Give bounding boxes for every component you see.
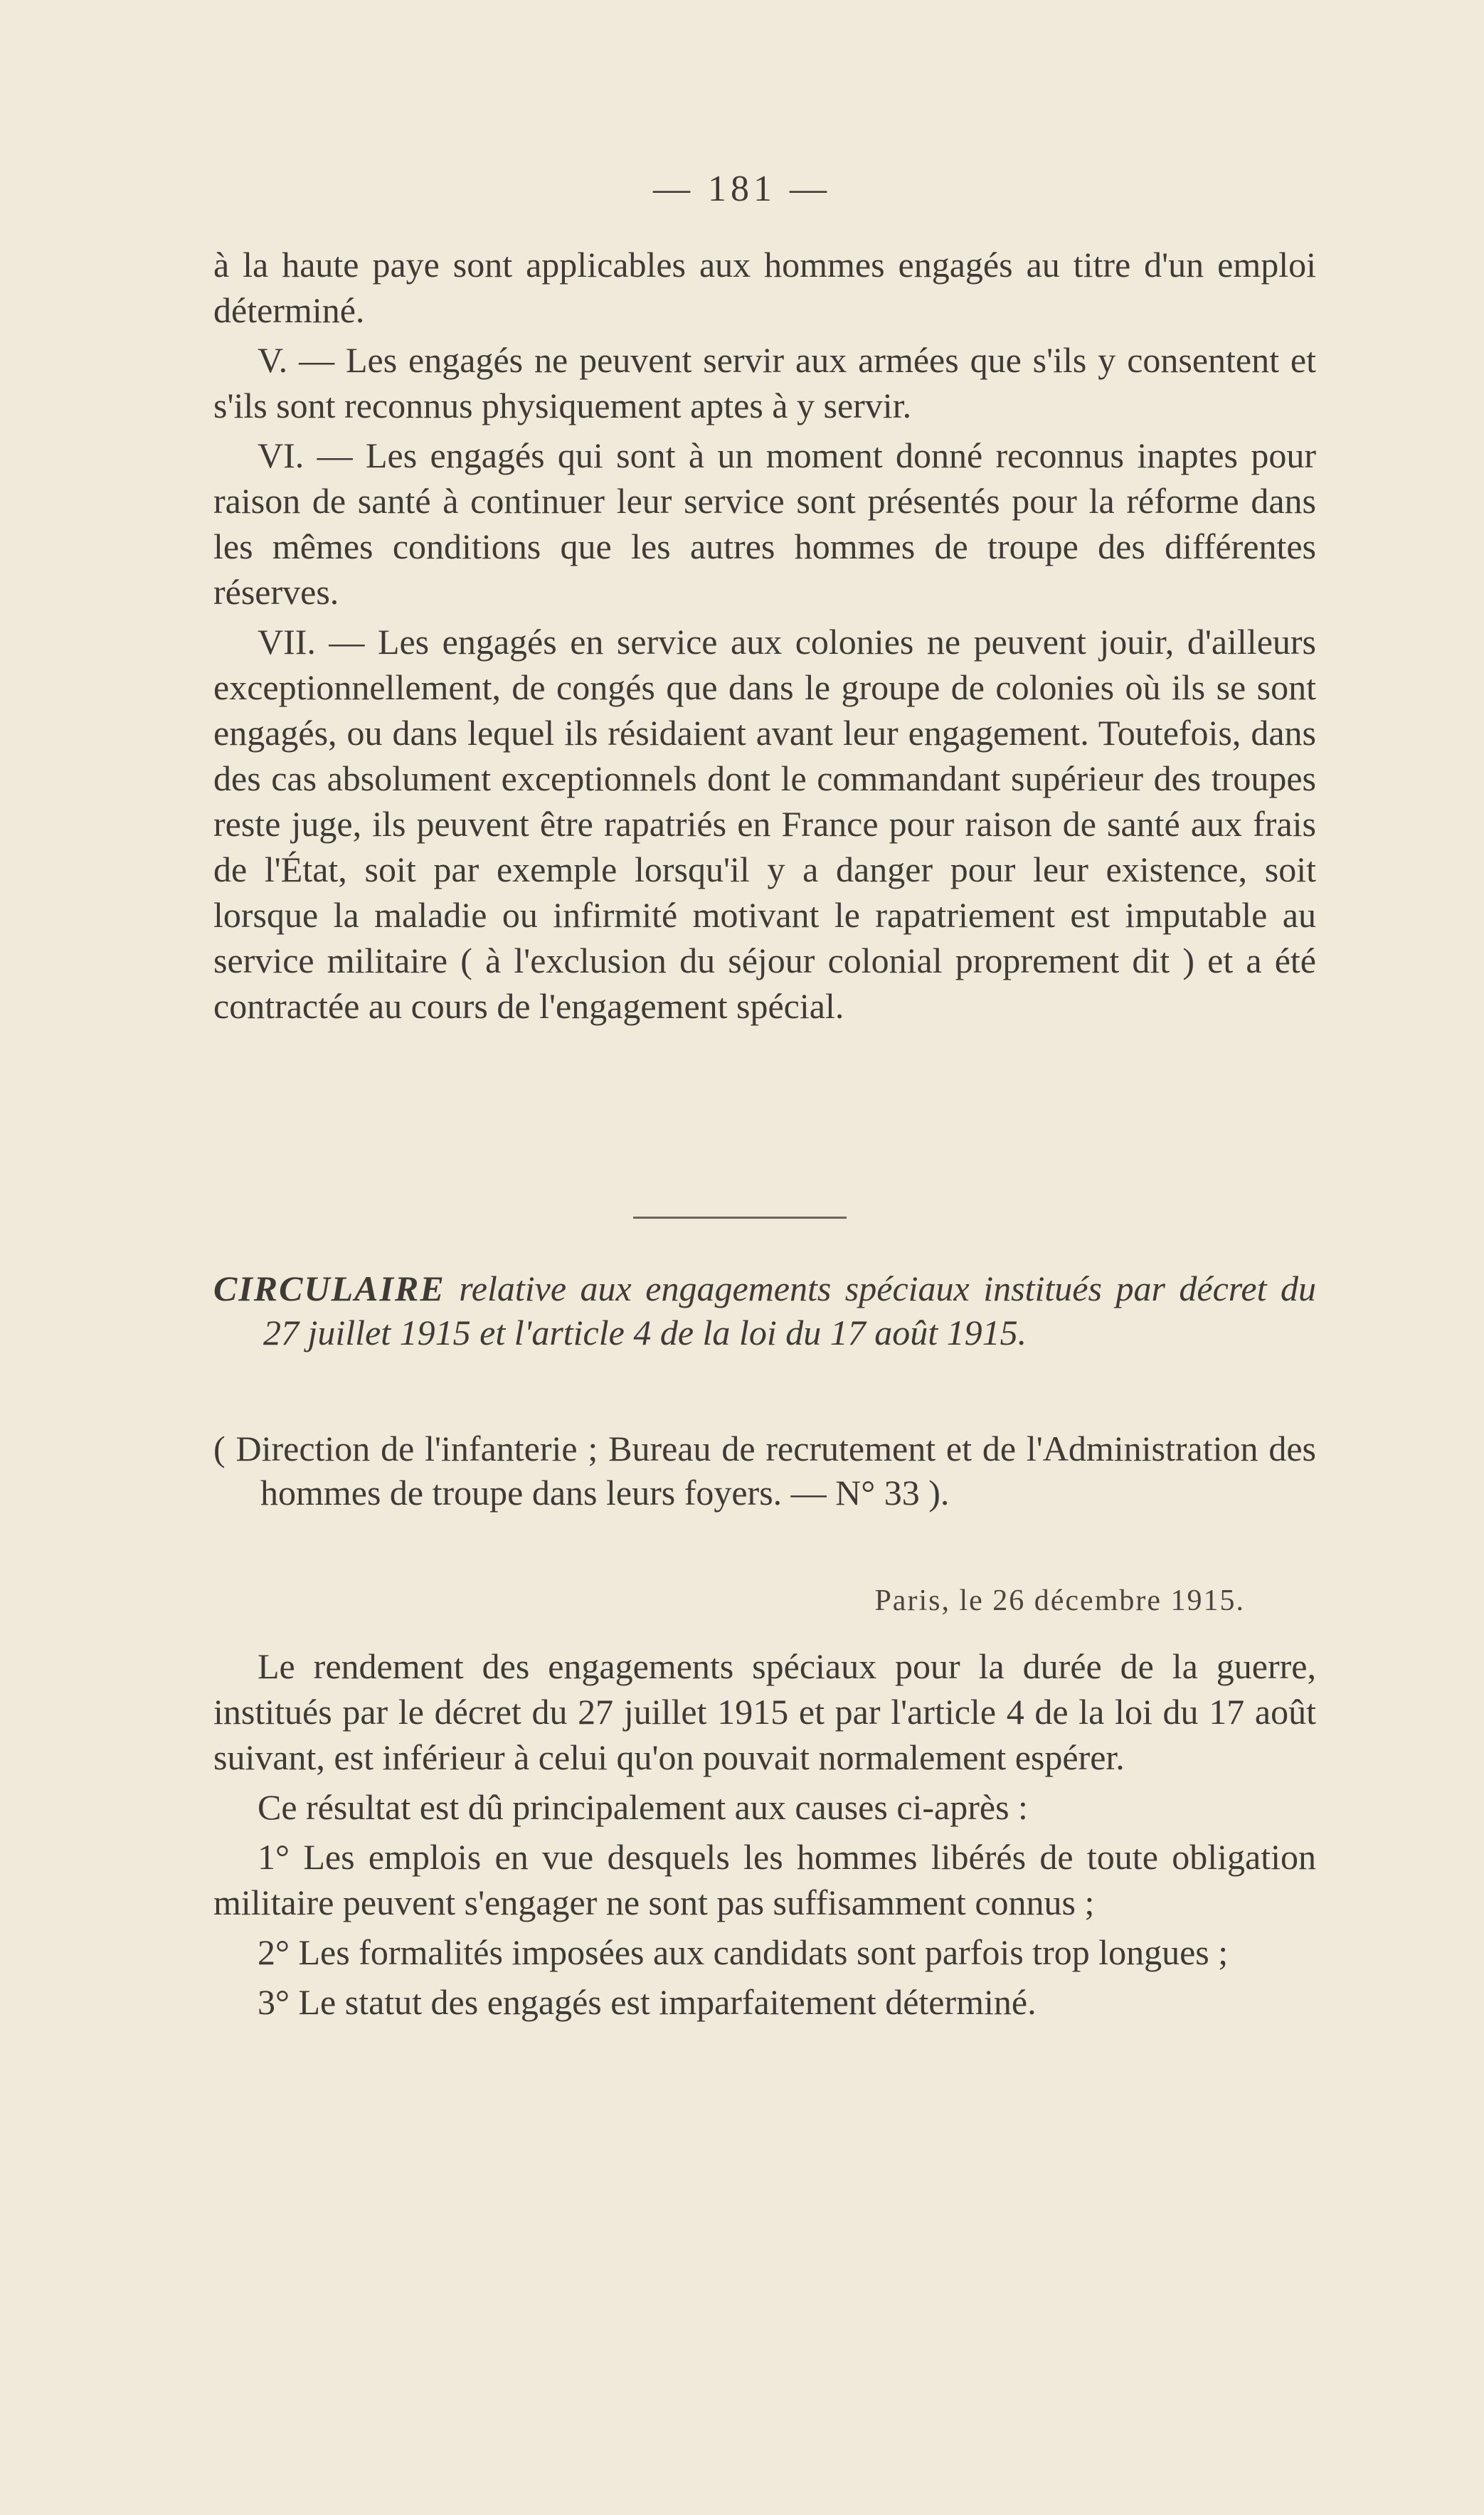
circular-title: relative aux engagements spéciaux institués par décret du 27 juillet 1915 et l'article 4 de la loi du 17 août 1915.	[263, 1269, 1316, 1352]
list-item-cause-2: 2° Les formalités imposées aux candidats sont parfois trop longues ;	[258, 1932, 1229, 1972]
paragraph-rendement: Le rendement des engagements spéciaux pour la durée de la guerre, institués par le décret du 27 juillet 1915 et par l'article 4 de la loi du 17 août suivant, est inférieur à celui qu'on pouvait normalement espérer.	[213, 1646, 1316, 1777]
paragraph-article-vii: VII. — Les engagés en service aux colonies ne peuvent jouir, d'ailleurs exceptionnellement, de congés que dans le groupe de colonies où ils se sont engagés, ou dans lequel ils résidaient avant leur engagement. Toutefois, dans des cas absolument exceptionnels dont le commandant supérieur des troupes reste juge, ils peuvent être rapatriés en France pour raison de santé aux frais de l'État, soit par exemple lorsqu'il y a danger pour leur existence, soit lorsque la maladie ou infirmité motivant le rapatriement est imputable au service militaire ( à l'exclusion du séjour colonial proprement dit ) et a été contractée au cours de l'engagement spécial.	[213, 622, 1316, 1026]
circular-direction: ( Direction de l'infanterie ; Bureau de recrutement et de l'Administration des hommes de troupe dans leurs foyers. — N° 33 ).	[213, 1429, 1316, 1513]
circular-lead: CIRCULAIRE	[213, 1269, 445, 1308]
bottom-text-block	[213, 1643, 1316, 2029]
paragraph-continuation: à la haute paye sont applicables aux hommes engagés au titre d'un emploi déterminé.	[213, 245, 1316, 330]
section-divider	[633, 1217, 847, 1219]
paragraph-article-vi: VI. — Les engagés qui sont à un moment donné reconnus inaptes pour raison de santé à continuer leur service sont présentés pour la réforme dans les mêmes conditions que les autres hommes de troupe des différentes réserves.	[213, 435, 1316, 612]
paragraph-resultat: Ce résultat est dû principalement aux causes ci-après :	[258, 1787, 1028, 1827]
list-item-cause-3: 3° Le statut des engagés est imparfaitement déterminé.	[258, 1982, 1037, 2022]
circular-heading	[213, 1266, 1316, 1355]
page-number: — 181 —	[653, 169, 831, 209]
top-text-block	[213, 242, 1316, 1033]
paragraph-article-v: V. — Les engagés ne peuvent servir aux armées que s'ils y consentent et s'ils sont reconnus physiquement aptes à y servir.	[213, 340, 1316, 425]
list-item-cause-1: 1° Les emplois en vue desquels les hommes libérés de toute obligation militaire peuvent s'engager ne sont pas suffisamment connus ;	[213, 1837, 1316, 1922]
circular-dateline: Paris, le 26 décembre 1915.	[874, 1584, 1245, 1617]
